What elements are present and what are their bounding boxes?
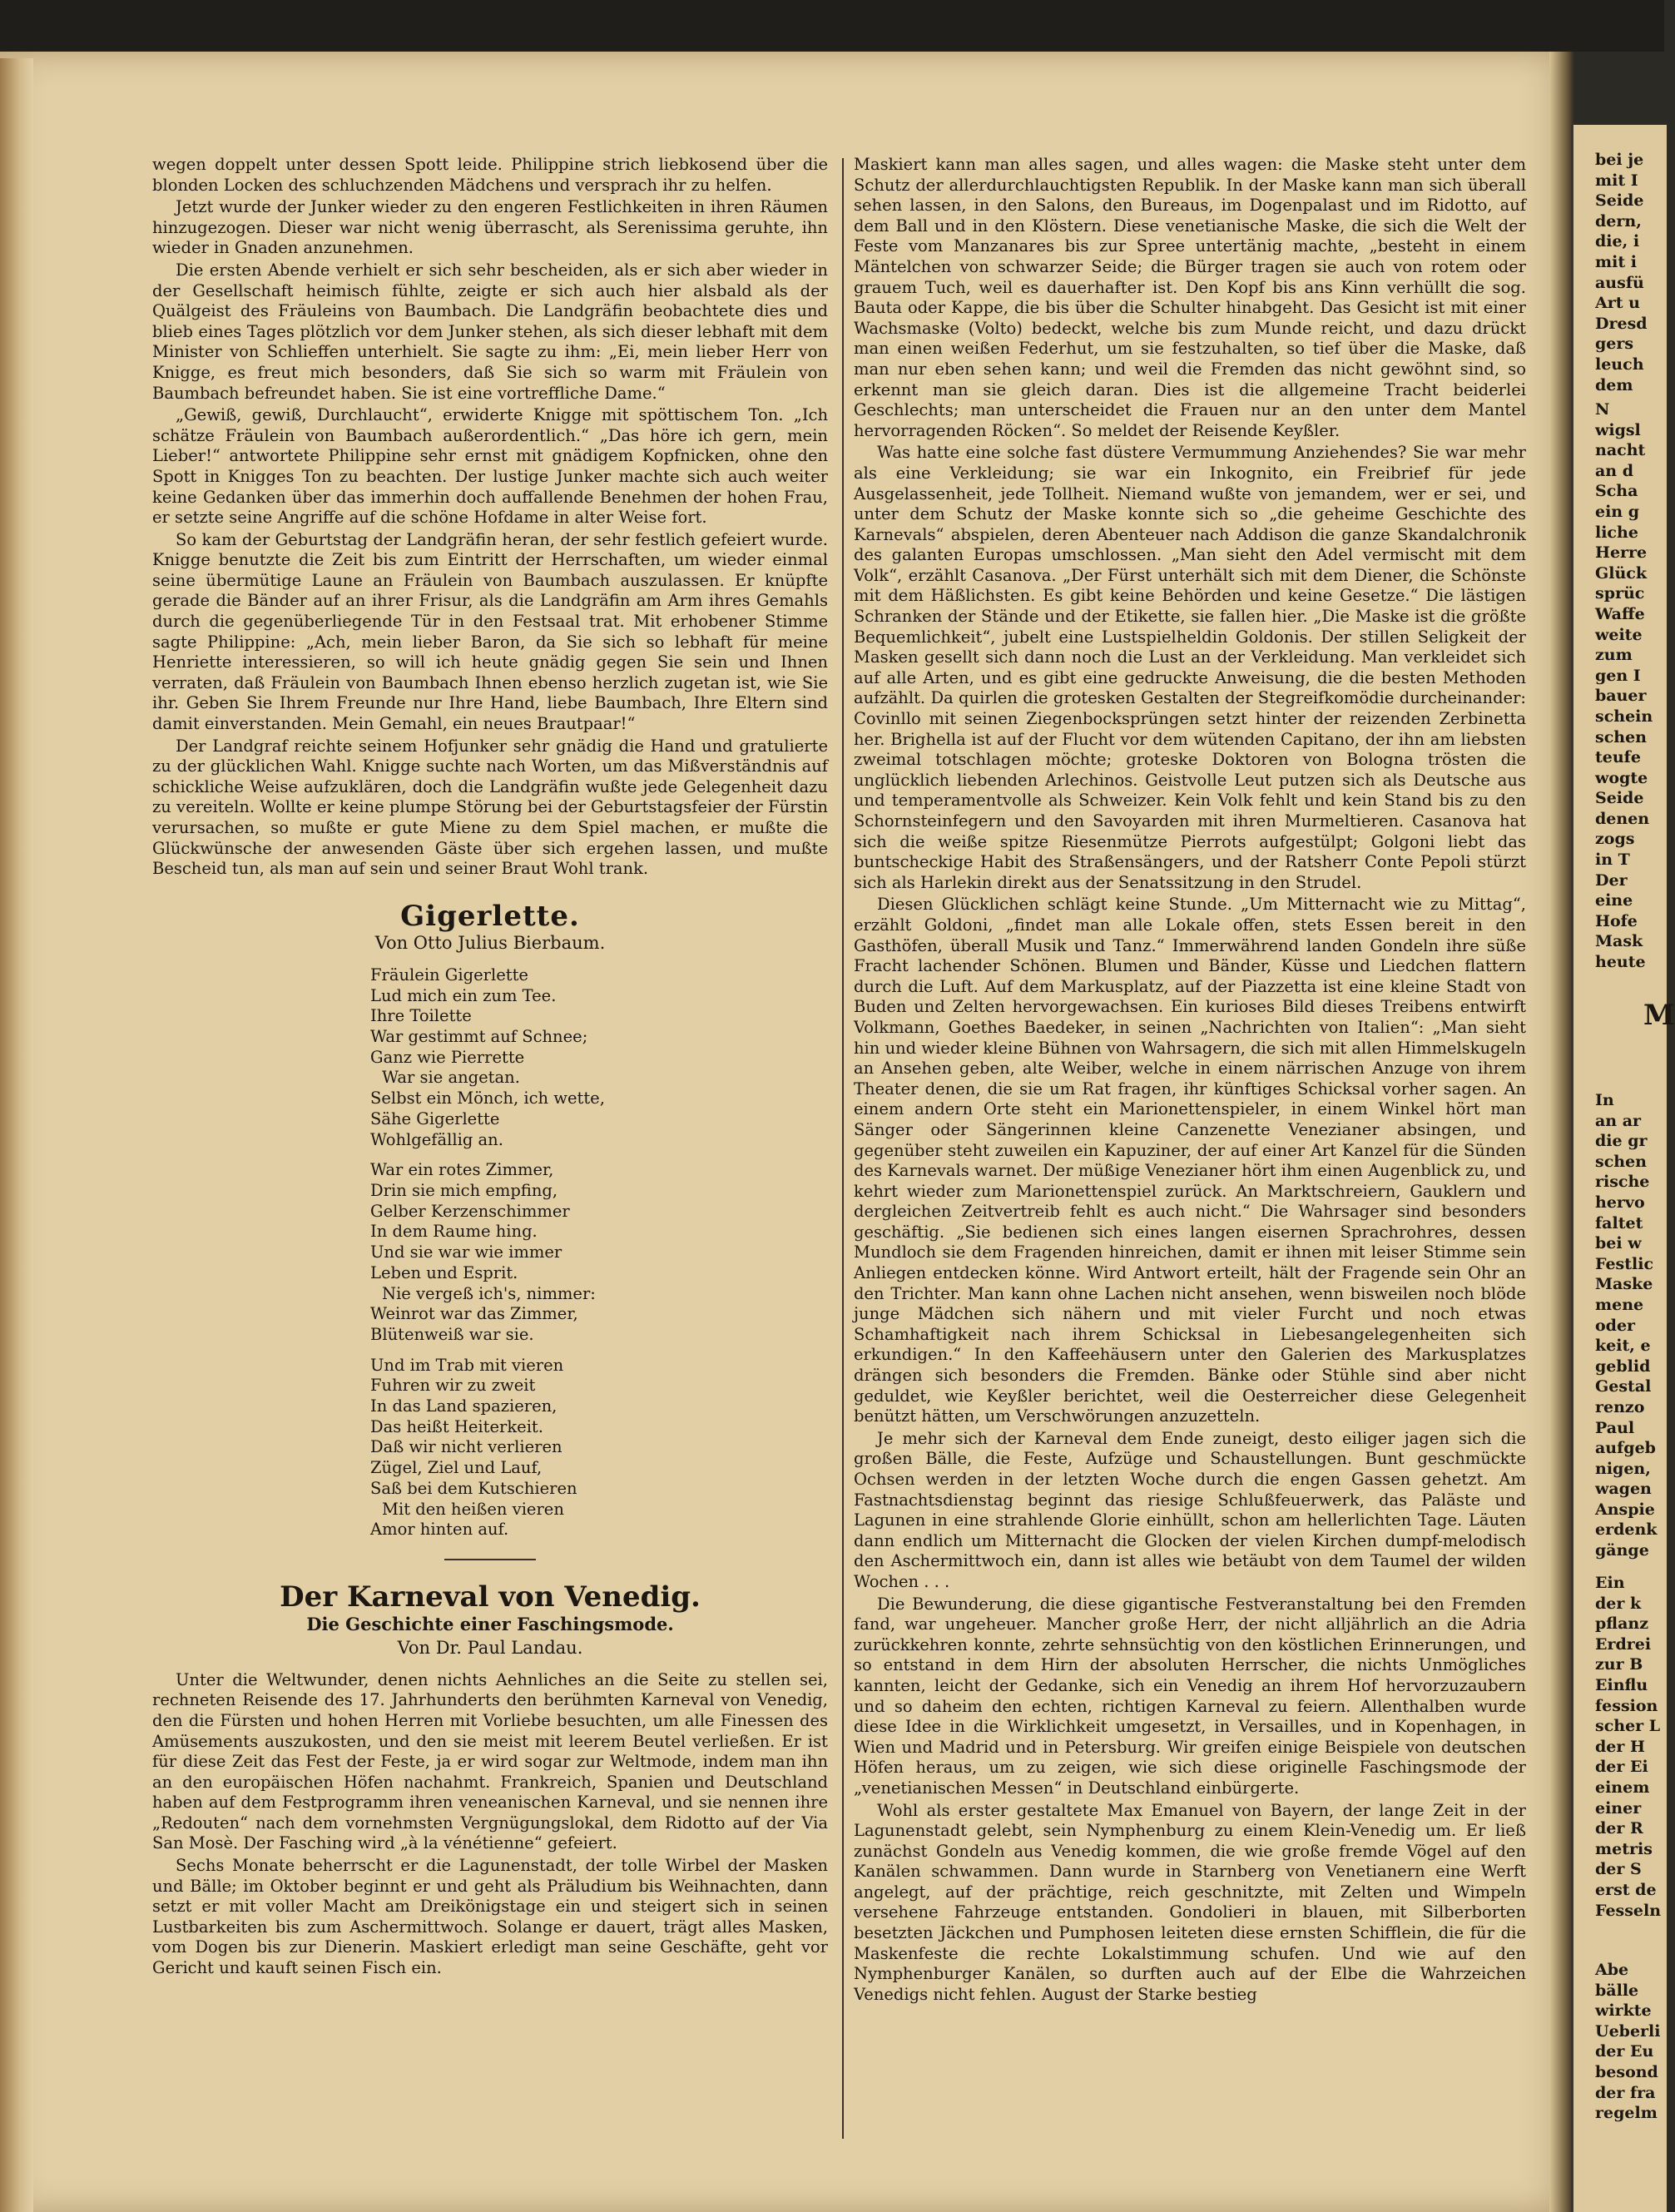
fragment-line: an ar	[1595, 1111, 1642, 1130]
paragraph: Sechs Monate beherrscht er die Lagunenstadt, der tolle Wirbel der Masken und Bälle; im Oktober beginnt er und geht als Präludium bis Weihnachten, dann setzt er mit voller Macht am Dreikönigstage ein und steigert sich in seinen Lustbarkeiten bis zum Aschermittwoch. Solange er dauert, trägt alles Masken, vom Dogen bis zur Dienerin. Maskiert erledigt man seine Geschäfte, geht vor Gericht und kauft seinen Fisch ein.	[152, 1856, 828, 1978]
fragment-line: wigsl	[1595, 420, 1641, 439]
fragment-line: Anspie	[1595, 1500, 1655, 1519]
poem-line: War ein rotes Zimmer,	[370, 1160, 554, 1180]
fragment-line: metris	[1595, 1839, 1653, 1858]
poem-line: Wohlgefällig an.	[370, 1129, 503, 1149]
fragment-line: ein g	[1595, 502, 1640, 521]
fragment-line: Hofe	[1595, 911, 1638, 930]
poem-line: Und sie war wie immer	[370, 1242, 562, 1262]
page-left-edge	[0, 58, 33, 2212]
fragment-line: regelm	[1595, 2104, 1658, 2123]
fragment-line: zogs	[1595, 830, 1635, 849]
poem-line: Drin sie mich empfing,	[370, 1181, 558, 1200]
fragment-block-a	[1595, 150, 1648, 395]
poem-line: Zügel, Ziel und Lauf,	[370, 1458, 543, 1478]
fragment-line: der k	[1595, 1594, 1642, 1613]
poem-line: Mit den heißen vieren	[382, 1499, 564, 1519]
fragment-line: einem	[1595, 1778, 1650, 1797]
poem-stanza	[370, 965, 828, 1150]
fragment-line: keit, e	[1595, 1337, 1651, 1356]
left-column	[152, 155, 828, 1981]
poem-line: Ihre Toilette	[370, 1006, 472, 1026]
poem-line: In dem Raume hing.	[370, 1222, 538, 1242]
poem	[370, 965, 828, 1540]
fragment-line: Glück	[1595, 563, 1647, 583]
poem-line: Lud mich ein zum Tee.	[370, 985, 557, 1005]
fragment-block-b	[1595, 399, 1653, 973]
poem-line: Weinrot war das Zimmer,	[370, 1304, 578, 1324]
poem-line: In das Land spazieren,	[370, 1396, 558, 1416]
poem-line: War sie angetan.	[382, 1068, 520, 1088]
fragment-line: dern,	[1595, 211, 1642, 231]
poem-line: Nie vergeß ich's, nimmer:	[382, 1283, 596, 1303]
fragment-line: Ueberli	[1595, 2021, 1661, 2041]
paragraph: Die Bewunderung, die diese gigantische Festveranstaltung bei den Fremden fand, war ungeheuer. Mancher große Herr, der nicht alljährlich an die Adria zurückkehren konnte, zehrte sehnsüchtig von den köstlichen Erinnerungen, und so entstand in dem Hirn der absoluten Herrscher, die nichts Unmögliches kannten, leicht der Gedanke, sich ein Venedig an ihrem Hof hervorzuzaubern und so daheim den echten, richtigen Karneval zu feiern. Allenthalben wurde diese Idee in die Wirklichkeit umgesetzt, in Versailles, und in Kopenhagen, in Wien und Madrid und in Petersburg. Wir greifen einige Beispiele von deutschen Höfen heraus, um zu zeigen, wie sich diese originelle Faschingsmode der „venetianischen Messen“ in Deutschland einbürgerte.	[854, 1594, 1526, 1798]
fragment-line: eine	[1595, 891, 1633, 910]
fragment-line: wagen	[1595, 1480, 1652, 1499]
fragment-line: Gestal	[1595, 1377, 1652, 1396]
fragment-block-d	[1595, 1573, 1661, 1921]
fragment-line: besond	[1595, 2062, 1658, 2081]
fragment-line: nacht	[1595, 441, 1646, 460]
right-column	[854, 155, 1526, 2006]
poem-line: Fräulein Gigerlette	[370, 965, 528, 984]
fragment-line: Einflu	[1595, 1675, 1648, 1694]
poem-line: Und im Trab mit vieren	[370, 1355, 564, 1375]
fragment-line: bauer	[1595, 687, 1647, 706]
fragment-line: schen	[1595, 1152, 1647, 1171]
column-rule	[842, 158, 844, 2139]
fragment-block-c	[1595, 1090, 1657, 1561]
paragraph: Wohl als erster gestaltete Max Emanuel von Bayern, der lange Zeit in der Lagunenstadt gelebt, sein Nymphenburg zu einem Klein-Venedig um. Er ließ zunächst Gondeln aus Venedig kommen, die wie große fremde Vögel auf den Kanälen schwammen. Dann wurde in Starnberg von Venetianern eine Werft angelegt, auf der prächtige, reich geschnitzte, mit Zelten und Wimpeln versehene Fahrzeuge entstanden. Gondolieri in blauen, mit Silberborten besetzten Jäckchen und Pumphosen leiteten diese ernsten Schifflein, die für die Maskenfeste die rechte Lokalstimmung schufen. Und wie auf den Nymphenburger Kanälen, so durften auch auf der Elbe die Wahrzeichen Venedigs nicht fehlen. August der Starke bestieg	[854, 1800, 1526, 2004]
fragment-line: gänge	[1595, 1541, 1649, 1560]
fragment-line: der S	[1595, 1860, 1642, 1879]
fragment-line: sprüc	[1595, 584, 1645, 603]
paragraph: Maskiert kann man alles sagen, und alles wagen: die Maske steht unter dem Schutz der allerdurchlauchtigsten Republik. In der Maske kann man sich überall sehen lassen, in den Salons, den Bureaus, im Dogenpalast und im Ridotto, auf dem Ball und in den Klöstern. Diese venetianische Maske, die sich die Welt der Feste vom Manzanares bis zur Spree untertänig machte, „besteht in einem Mäntelchen von schwarzer Seide; die Bürger tragen sie auch von rotem oder grauem Tuch, weil es dauerhafter ist. Den Kopf bis ans Kinn verhüllt die sog. Bauta oder Kappe, die bis über die Schulter hinabgeht. Das Gesicht ist mit einer Wachsmaske (Volto) bedeckt, welche bis zum Munde reicht, und dazu drückt man einen weißen Federhut, um sie festzuhalten, so tief über die Maske, daß man nur eben sehen kann; und weil die Fremden das nicht gewöhnt sind, so erkennt man sie gleich daran. Dies ist die allgemeine Tracht beiderlei Geschlechts; man unterscheidet die Frauen nur an den unter dem Mantel hervorragenden Röcken“. So meldet der Reisende Keyßler.	[854, 155, 1526, 440]
paragraph: wegen doppelt unter dessen Spott leide. Philippine strich liebkosend über die blonden Locken des schluchzenden Mädchens und versprach ihr zu helfen.	[152, 155, 828, 195]
fragment-line: mit I	[1595, 171, 1638, 190]
fragment-line: der Eu	[1595, 2042, 1654, 2061]
fragment-line: bei w	[1595, 1234, 1642, 1253]
fragment-line: hervo	[1595, 1193, 1645, 1212]
binding-edge	[0, 0, 1664, 52]
paragraph: Der Landgraf reichte seinem Hofjunker sehr gnädig die Hand und gratulierte zu der glücklichen Wahl. Knigge suchte nach Worten, um das Mißverständnis auf schickliche Weise aufzuklären, doch die Landgräfin wußte jede Gelegenheit dazu zu vereiteln. Wollte er keine plumpe Störung bei der Geburtstagsfeier der Fürstin verursachen, so mußte er gute Miene zu dem Spiel machen, er mußte die Glückwünsche der anwesenden Gäste über sich ergehen lassen, und mußte Bescheid tun, als man auf sein und seiner Braut Wohl trank.	[152, 736, 828, 879]
fragment-line: denen	[1595, 809, 1650, 828]
poem-stanza	[370, 1356, 828, 1540]
fragment-line: heute	[1595, 953, 1646, 972]
article-subtitle: Die Geschichte einer Faschingsmode.	[306, 1613, 674, 1634]
poem-line: Selbst ein Mönch, ich wette,	[370, 1089, 605, 1108]
fragment-line: Erdrei	[1595, 1634, 1652, 1654]
fragment-line: der Ei	[1595, 1758, 1648, 1777]
poem-line: Ganz wie Pierrette	[370, 1047, 525, 1067]
section-divider	[444, 1559, 536, 1560]
poem-line: Daß wir nicht verlieren	[370, 1437, 562, 1457]
fragment-line: liche	[1595, 523, 1638, 542]
fragment-line: Dresd	[1595, 314, 1648, 333]
fragment-line: Maske	[1595, 1275, 1653, 1294]
fragment-line: Fesseln	[1595, 1901, 1662, 1920]
fragment-line: aufgeb	[1595, 1439, 1656, 1458]
poem-line: Saß bei dem Kutschieren	[370, 1478, 577, 1498]
fragment-line: Paul	[1595, 1418, 1635, 1437]
poem-line: War gestimmt auf Schnee;	[370, 1027, 588, 1047]
poem-stanza	[370, 1160, 828, 1345]
poem-line: Sähe Gigerlette	[370, 1108, 500, 1128]
fragment-line: teufe	[1595, 748, 1641, 767]
fragment-line: Scha	[1595, 482, 1638, 501]
fragment-line: rische	[1595, 1173, 1650, 1192]
fragment-line: der H	[1595, 1737, 1645, 1756]
paragraph: Die ersten Abende verhielt er sich sehr bescheiden, als er sich aber wieder in der Gesellschaft heimisch fühlte, zeigte er sich auch hier alsbald als der Quälgeist des Fräuleins von Baumbach. Die Landgräfin beobachtete dies und blieb eines Tages plötzlich vor dem Junker stehen, als sich dieser lebhaft mit dem Minister von Schlieffen unterhielt. Sie sagte zu ihm: „Ei, mein lieber Herr von Knigge, es freut mich besonders, daß Sie sich so warm mit Fräulein von Baumbach befreundet haben. Sie ist eine vortreffliche Dame.“	[152, 260, 828, 403]
fragment-block-e	[1595, 1960, 1660, 2124]
fragment-line: an d	[1595, 461, 1634, 480]
fragment-line: In	[1595, 1091, 1614, 1109]
fragment-line: Waffe	[1595, 604, 1645, 623]
fragment-line: fession	[1595, 1696, 1658, 1715]
poem-line: Leben und Esprit.	[370, 1262, 518, 1282]
fragment-line: renzo	[1595, 1397, 1645, 1416]
fragment-line: faltet	[1595, 1213, 1643, 1232]
fragment-line: in T	[1595, 851, 1630, 870]
fragment-line: N	[1595, 400, 1610, 419]
paragraph: Je mehr sich der Karneval dem Ende zuneigt, desto eiliger jagen sich die großen Bälle, die Feste, Aufzüge und Schaustellungen. Bunt geschmückte Ochsen werden in der letzten Woche durch die engen Gassen gehetzt. Am Fastnachtsdienstag beginnt das riesige Schlußfeuerwerk, das Paläste und Lagunen in eine strahlende Glorie einhüllt, schon am hellerlichten Tage. Läuten dann endlich um Mitternacht die Glocken der vielen Kirchen dumpf-melodisch den Aschermittwoch ein, dann ist alles wie betäubt von dem Taumel der wilden Wochen . . .	[854, 1428, 1526, 1591]
fragment-line: gen I	[1595, 666, 1641, 685]
fragment-line: der fra	[1595, 2083, 1656, 2102]
paragraph: „Gewiß, gewiß, Durchlaucht“, erwiderte Knigge mit spöttischem Ton. „Ich schätze Fräulein von Baumbach außerordentlich.“ „Das höre ich gern, mein Lieber!“ antwortete Philippine sehr ernst mit gnädigem Kopfnicken, ohne den Spott in Knigges Ton zu beachten. Der lustige Junker machte sich auch weiter keine Gedanken über das immerhin doch auffallende Benehmen der hohen Frau, er setzte seine Angriffe auf die schöne Hofdame in alter Weise fort.	[152, 405, 828, 528]
fragment-line: Herre	[1595, 543, 1648, 563]
fragment-line: pflanz	[1595, 1614, 1649, 1634]
fragment-line: Seide	[1595, 191, 1644, 211]
paragraph: So kam der Geburtstag der Landgräfin heran, der sehr festlich gefeiert wurde. Knigge benutzte die Zeit bis zum Eintritt der Herrschaften, um wieder einmal seine übermütige Laune an Fräulein von Baumbach auszulassen. Er knüpfte gerade die Bänder auf an ihrer Frisur, als die Landgräfin am Arm ihres Gemahls durch die gegenüberliegende Tür in den Festsaal trat. Mit erhobener Stimme sagte Philippine: „Ach, mein lieber Baron, da Sie sich so lebhaft für meine Henriette interessieren, so will ich heute gnädig gegen Sie sein und Ihnen verraten, daß Fräulein von Baumbach Ihnen ebenso herzlich zugetan ist, wie Sie ihr. Geben Sie Ihrem Freunde nur Ihre Hand, liebe Baumbach, Ihre Eltern sind damit einverstanden. Mein Gemahl, ein neues Brautpaar!“	[152, 529, 828, 734]
fragment-line: Mask	[1595, 932, 1643, 951]
poem-line: Das heißt Heiterkeit.	[370, 1416, 543, 1436]
fragment-line: dem	[1595, 375, 1633, 394]
fragment-line: einer	[1595, 1798, 1642, 1818]
fragment-line: die, i	[1595, 232, 1640, 251]
fragment-line: zur B	[1595, 1655, 1643, 1674]
fragment-line: erdenk	[1595, 1520, 1658, 1540]
fragment-line: nigen,	[1595, 1459, 1651, 1478]
fragment-line: mit i	[1595, 252, 1637, 271]
poem-byline: Von Otto Julius Bierbaum.	[374, 933, 606, 954]
paragraph: Was hatte eine solche fast düstere Vermummung Anziehendes? Sie war mehr als eine Verkleidung; sie war ein Inkognito, ein Freibrief für jede Ausgelassenheit, jede Tollheit. Niemand wußte von jemandem, wer er sei, und unter dem Schutz der Maske konnte sich so „die geheime Geschichte des Karnevals“ abspielen, deren Abenteuer nach Addison die ganze Skandalchronik des galanten Europas umschlossen. „Man sieht den Adel vermischt mit dem Volk“, erzählt Casanova. „Der Fürst unterhält sich mit dem Diener, die Schönste mit dem Häßlichsten. Es gibt keine Behörden und keine Gesetze.“ Die lästigen Schranken der Stände und der Etikette, sie fallen hier. „Die Maske ist die größte Bequemlichkeit“, jubelt eine Lustspielheldin Goldonis. Der stillen Seligkeit der Masken gesellt sich dann noch die Lust an der Verkleidung. Man verkleidet sich auf alle Arten, und es gibt eine gedruckte Anweisung, die die besten Methoden aufzählt. Da quirlen die grotesken Gestalten der Stegreifkomödie durcheinander: Covinllo mit seinen Ziegenbocksprüngen setzt hinter der reizenden Zerbinetta her. Brighella ist auf der Flucht vor dem wütenden Capitano, der ihn am liebsten zweimal totschlagen möchte; groteske Doktoren von Bologna trösten die unglücklich liebenden Arlechinos. Geistvolle Leut putzen sich als Deutsche aus und temperamentvolle als Schweizer. Kein Volk fehlt und kein Stand bis zu den Schornsteinfegern und den Savoyarden mit ihren Murmeltieren. Casanova hat sich die weiße spitze Riesenmütze Pierrots aufgestülpt; Golgoni liebt das buntscheckige Habit des Straßensängers, und der Ratsherr Conte Pepoli stürzt sich als Harlekin direkt aus der Senatssitzung in den Strudel.	[854, 443, 1526, 892]
fragment-line: Festlic	[1595, 1254, 1654, 1273]
fragment-line: ausfü	[1595, 273, 1644, 292]
fragment-heading: M	[1643, 999, 1675, 1032]
fragment-line: Abe	[1595, 1961, 1629, 1979]
article-title: Der Karneval von Venedig.	[280, 1580, 701, 1614]
poem-line: Blütenweiß war sie.	[370, 1324, 534, 1344]
fragment-line: der R	[1595, 1819, 1643, 1838]
fragment-line: schein	[1595, 707, 1653, 726]
fragment-line: bei je	[1595, 151, 1644, 169]
fragment-line: die gr	[1595, 1132, 1648, 1151]
poem-title: Gigerlette.	[400, 899, 580, 933]
poem-line: Fuhren wir zu zweit	[370, 1376, 536, 1396]
fragment-line: Seide	[1595, 789, 1644, 808]
next-page-fragment	[1571, 125, 1675, 2212]
poem-line: Amor hinten auf.	[370, 1520, 509, 1540]
fragment-line: zum	[1595, 646, 1633, 665]
fragment-line: geblid	[1595, 1356, 1651, 1376]
fragment-line: Art u	[1595, 294, 1640, 313]
fragment-line: mene	[1595, 1295, 1644, 1314]
paragraph: Jetzt wurde der Junker wieder zu den engeren Festlichkeiten in ihren Räumen hinzugezogen. Dieser war nicht wenig überrascht, als Serenissima geruhte, ihn wieder in Gnaden anzunehmen.	[152, 197, 828, 258]
fragment-line: weite	[1595, 625, 1643, 644]
fragment-line: bälle	[1595, 1981, 1639, 2000]
paragraph: Unter die Weltwunder, denen nichts Aehnliches an die Seite zu stellen sei, rechneten Reisende des 17. Jahrhunderts den berühmten Karneval von Venedig, den die Fürsten und hohen Herren mit Vorliebe besuchten, um alle Finessen des Amüsements auszukosten, und den sie meist mit leerem Beutel verließen. Er ist für diese Zeit das Fest der Feste, ja er wird sogar zur Weltmode, indem man ihn an den europäischen Höfen nachahmt. Frankreich, Spanien und Deutschland haben auf dem Festprogramm ihren veneanischen Karneval, und sie nennen ihre „Redouten“ nach dem vornehmsten Vergnügungslokal, dem Ridotto auf der Via San Mosè. Der Fasching wird „à la vénétienne“ gefeiert.	[152, 1669, 828, 1853]
fragment-line: Der	[1595, 870, 1628, 890]
fragment-line: scher L	[1595, 1717, 1661, 1736]
fragment-line: erst de	[1595, 1880, 1657, 1899]
fragment-line: gers	[1595, 335, 1634, 354]
poem-line: Gelber Kerzenschimmer	[370, 1201, 570, 1221]
fragment-line: wirkte	[1595, 2001, 1652, 2021]
article-byline: Von Dr. Paul Landau.	[397, 1638, 583, 1659]
paragraph: Diesen Glücklichen schlägt keine Stunde. „Um Mitternacht wie zu Mittag“, erzählt Goldoni, „findet man alle Lokale offen, stets Essen bereit in den Gasthöfen, überall Musik und Tanz.“ Immerwährend landen Gondeln ihre süße Fracht lachender Schönen. Blumen und Bänder, Küsse und Liedchen flattern durch die Luft. Auf dem Markusplatz, auf der Piazzetta ist eine kleine Stadt von Buden und Zelten hervorgewachsen. Ein kurioses Bild dieses Treibens entwirft Volkmann, Goethes Baedeker, in seinen „Nachrichten von Italien“: „Man sieht hin und wieder kleine Bühnen von Wahrsagern, die sich mit allen Himmelskugeln an Ansehen geben, alte Weiber, welche in einem närrischen Anzuge von ihrem Theater denen, die sie um Rat fragen, ihr künftiges Schicksal vorher sagen. An einem andern Orte steht ein Marionettenspieler, in einem Winkel hört man Sänger oder Sängerinnen kleine Canzenette Venezianer absingen, und gegenüber steht zuweilen ein Kapuziner, der auf einer Art Kanzel für die Sünden des Karnevals warnet. Der müßige Venezianer hört ihm einen Augenblick zu, und kehrt wieder zum Marionettenspiel zurück. An Marktschreiern, Gauklern und dergleichen Zeitvertreib fehlt es auch nicht.“ Die Wahrsager sind besonders geschäftig. „Sie bedienen sich eines langen eisernen Sprachrohres, dessen Mundloch sie dem Fragenden hinreichen, damit er ihnen mit leiser Stimme sein Anliegen entdecken könne. Wird Antwort erteilt, hält der Fragende sein Ohr an den Trichter. Man kann ohne Lachen nicht ansehen, wenn bisweilen noch blöde junge Mädchen sich nähern und mit vieler Furcht und noch etwas Schamhaftigkeit nach ihrem Schicksal in Liebesangelegenheiten sich erkundigen.“ In den Kaffeehäusern unter den Galerien des Markusplatzes drängen sich besonders die Fremden. Bänke oder Stühle sind aber nicht geduldet, wie Keyßler berichtet, weil die Oesterreicher diese Gelegenheit benützt hätten, um Verschwörungen anzuzetteln.	[854, 895, 1526, 1426]
fragment-line: Ein	[1595, 1574, 1625, 1592]
fragment-line: oder	[1595, 1316, 1636, 1335]
fragment-line: schen	[1595, 727, 1647, 746]
fragment-line: leuch	[1595, 355, 1644, 374]
fragment-line: wogte	[1595, 768, 1648, 787]
